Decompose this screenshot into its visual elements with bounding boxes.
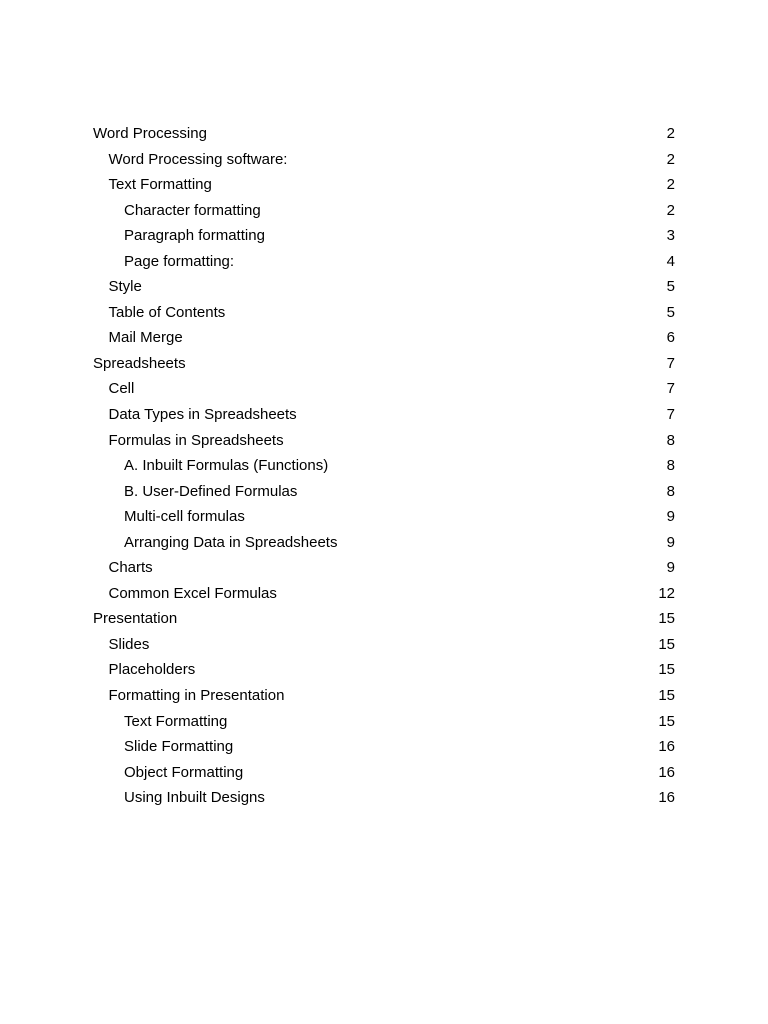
toc-entry-title: Style: [108, 278, 142, 296]
toc-entry[interactable]: [93, 223, 675, 249]
toc-entry[interactable]: [93, 351, 675, 377]
toc-entry-page-number: 2: [666, 125, 675, 142]
toc-entry-title: Word Processing: [93, 125, 207, 142]
toc-entry-title: A. Inbuilt Formulas (Functions): [124, 457, 329, 475]
toc-entry-title: Page formatting:: [124, 252, 235, 270]
toc-entry-title: Spreadsheets: [93, 354, 186, 372]
toc-entry-page-number: 3: [666, 227, 675, 245]
toc-entry[interactable]: [93, 760, 675, 786]
toc-entry[interactable]: [93, 632, 675, 658]
toc-entry-title: Presentation: [93, 610, 178, 628]
toc-entry[interactable]: [93, 274, 675, 300]
toc-entry-title: Using Inbuilt Designs: [124, 789, 265, 807]
toc-entry[interactable]: [93, 428, 675, 454]
toc-entry-page-number: 6: [666, 329, 675, 347]
toc-entry-page-number: 16: [658, 763, 675, 781]
toc-entry[interactable]: [93, 734, 675, 760]
toc-entry[interactable]: [93, 300, 675, 326]
toc-entry-page-number: 15: [658, 635, 675, 653]
toc-entry[interactable]: [93, 683, 675, 709]
toc-entry-title: Paragraph formatting: [124, 227, 265, 245]
toc-entry[interactable]: [93, 402, 675, 428]
toc-entry-page-number: 16: [658, 738, 675, 756]
toc-entry-page-number: 5: [666, 278, 675, 296]
toc-entry[interactable]: [93, 504, 675, 530]
toc-entry-page-number: 5: [666, 303, 675, 321]
toc-entry-title: Slides: [108, 635, 150, 653]
toc-entry-title: Common Excel Formulas: [108, 584, 277, 602]
toc-entry-title: Table of Contents: [108, 303, 226, 321]
table-of-contents: [93, 121, 675, 811]
toc-entry-page-number: 15: [658, 661, 675, 679]
toc-entry-page-number: 8: [666, 457, 675, 475]
toc-entry-title: Text Formatting: [108, 176, 212, 194]
toc-entry-title: Arranging Data in Spreadsheets: [124, 533, 338, 551]
toc-entry[interactable]: [93, 147, 675, 173]
toc-entry-title: Multi-cell formulas: [124, 508, 245, 526]
toc-entry-title: Cell: [108, 380, 135, 398]
toc-entry-page-number: 2: [666, 176, 675, 194]
toc-entry-title: Data Types in Spreadsheets: [108, 406, 297, 424]
toc-entry-page-number: 15: [658, 610, 675, 628]
toc-entry-page-number: 8: [666, 431, 675, 449]
toc-entry-title: Word Processing software:: [108, 150, 288, 168]
toc-entry-title: Slide Formatting: [124, 738, 234, 756]
toc-entry[interactable]: [93, 657, 675, 683]
toc-entry-page-number: 7: [666, 406, 675, 424]
toc-entry[interactable]: [93, 530, 675, 556]
toc-entry-title: Object Formatting: [124, 763, 244, 781]
toc-entry[interactable]: [93, 325, 675, 351]
toc-entry-page-number: 12: [658, 584, 675, 602]
toc-entry-page-number: 15: [658, 687, 675, 705]
toc-entry[interactable]: [93, 581, 675, 607]
toc-entry-page-number: 15: [658, 712, 675, 730]
toc-entry-page-number: 2: [666, 150, 675, 168]
toc-entry-page-number: 4: [666, 252, 675, 270]
toc-entry-page-number: 9: [666, 559, 675, 577]
toc-entry[interactable]: [93, 606, 675, 632]
toc-entry[interactable]: [93, 121, 675, 147]
toc-entry-page-number: 9: [666, 533, 675, 551]
toc-entry-title: Placeholders: [108, 661, 196, 679]
toc-entry-title: Mail Merge: [108, 329, 183, 347]
toc-entry-page-number: 2: [666, 201, 675, 219]
toc-entry-title: Character formatting: [124, 201, 261, 219]
toc-entry[interactable]: [93, 709, 675, 735]
toc-entry[interactable]: [93, 249, 675, 275]
toc-entry[interactable]: [93, 198, 675, 224]
toc-entry-page-number: 9: [666, 508, 675, 526]
toc-entry-title: B. User-Defined Formulas: [124, 482, 298, 500]
toc-entry[interactable]: [93, 172, 675, 198]
toc-entry-page-number: 7: [666, 380, 675, 398]
toc-entry-page-number: 8: [666, 482, 675, 500]
toc-entry-page-number: 16: [658, 789, 675, 807]
toc-entry-title: Text Formatting: [124, 712, 228, 730]
toc-entry[interactable]: [93, 785, 675, 811]
toc-entry-title: Charts: [108, 559, 153, 577]
toc-entry[interactable]: [93, 479, 675, 505]
toc-entry[interactable]: [93, 453, 675, 479]
toc-entry[interactable]: [93, 376, 675, 402]
toc-entry[interactable]: [93, 555, 675, 581]
toc-entry-page-number: 7: [666, 354, 675, 372]
toc-entry-title: Formatting in Presentation: [108, 687, 285, 705]
toc-entry-title: Formulas in Spreadsheets: [108, 431, 284, 449]
